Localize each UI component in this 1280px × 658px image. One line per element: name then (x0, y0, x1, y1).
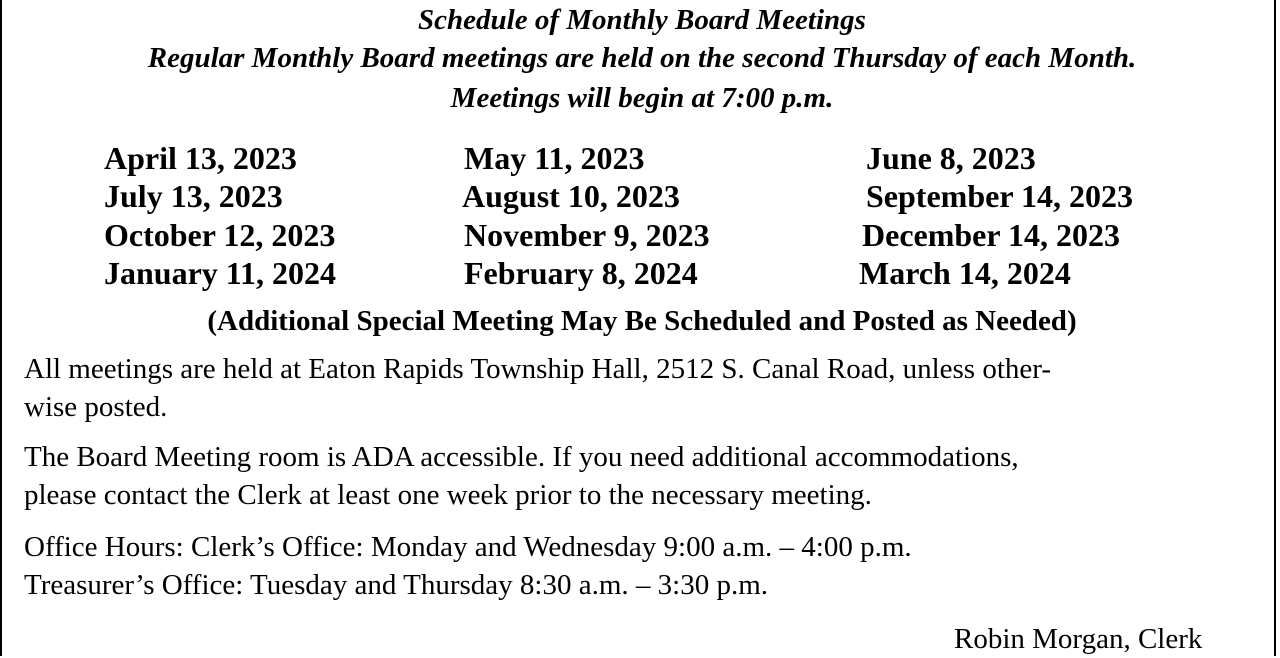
notice-title: Schedule of Monthly Board Meetings (418, 4, 866, 36)
location-line-1: All meetings are held at Eaton Rapids Township Hall, 2512 S. Canal Road, unless other- (24, 353, 1051, 385)
meeting-date: July 13, 2023 (104, 178, 283, 214)
meeting-date: January 11, 2024 (104, 255, 337, 291)
accessibility-line-2: please contact the Clerk at least one week prior to the necessary meeting. (24, 479, 872, 511)
meeting-date: September 14, 2023 (866, 178, 1133, 214)
special-meeting-note: (Additional Special Meeting May Be Scheduled and Posted as Needed) (207, 305, 1077, 337)
meeting-date: May 11, 2023 (464, 140, 645, 176)
meeting-date: March 14, 2024 (859, 255, 1071, 291)
notice-subtitle: Regular Monthly Board meetings are held on the second Thursday of each Month. (147, 42, 1137, 74)
office-hours-clerk: Office Hours: Clerk’s Office: Monday and Wednesday 9:00 a.m. – 4:00 p.m. (24, 531, 912, 563)
location-line-2: wise posted. (24, 391, 168, 423)
meeting-date: November 9, 2023 (464, 217, 710, 253)
meeting-date: February 8, 2024 (464, 255, 698, 291)
office-hours-treasurer: Treasurer’s Office: Tuesday and Thursday 8:30 a.m. – 3:30 p.m. (24, 569, 769, 601)
accessibility-line-1: The Board Meeting room is ADA accessible. If you need additional accommodations, (24, 441, 1019, 473)
meeting-date: October 12, 2023 (104, 217, 336, 253)
meeting-start-time: Meetings will begin at 7:00 p.m. (450, 82, 834, 114)
meeting-date: April 13, 2023 (104, 140, 297, 176)
meeting-date: December 14, 2023 (862, 217, 1120, 253)
meeting-date: June 8, 2023 (866, 140, 1036, 176)
meeting-date: August 10, 2023 (462, 178, 680, 214)
clerk-signature: Robin Morgan, Clerk (954, 623, 1203, 655)
